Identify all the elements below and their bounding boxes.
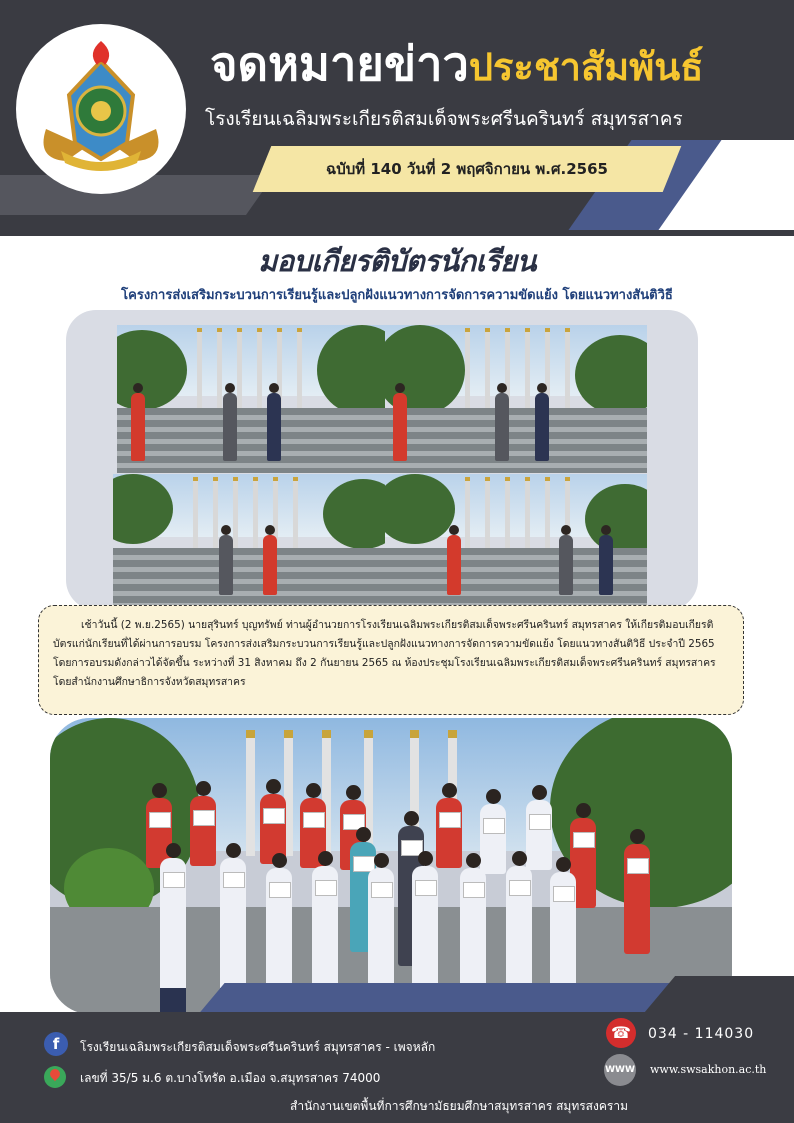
newsletter-header: [0, 0, 794, 236]
title-main: จดหมายข่าว: [210, 37, 469, 92]
article-description-box: [38, 605, 744, 715]
photo-award-3: [113, 474, 385, 606]
photo-award-2: [385, 325, 647, 473]
education-office: สำนักงานเขตพื้นที่การศึกษามัธยมศึกษาสมุทรสาคร สมุทรสงคราม: [290, 1099, 628, 1113]
school-logo: [16, 24, 186, 194]
school-name: โรงเรียนเฉลิมพระเกียรติสมเด็จพระศรีนครินทร์ สมุทรสาคร: [205, 108, 683, 130]
article-title: มอบเกียรติบัตรนักเรียน: [258, 244, 536, 278]
facebook-icon[interactable]: f: [44, 1032, 68, 1056]
map-pin-icon: [44, 1066, 66, 1088]
school-emblem-icon: [31, 39, 171, 179]
group-photo: [50, 718, 732, 1014]
photo-collage-panel: [66, 310, 698, 610]
issue-label: ฉบับที่ 140 วันที่ 2 พฤศจิกายน พ.ศ.2565: [326, 160, 608, 178]
newsletter-title: [210, 26, 703, 101]
article-subtitle: โครงการส่งเสริมกระบวนการเรียนรู้และปลูกฝังแนวทางการจัดการความขัดแย้ง โดยแนวทางสันติวิธี: [121, 288, 673, 303]
photo-award-4: [385, 474, 647, 606]
globe-www-icon: WWW: [604, 1054, 636, 1086]
phone-number: 034 - 114030: [648, 1026, 755, 1042]
address-text: เลขที่ 35/5 ม.6 ต.บางโทรัด อ.เมือง จ.สมุทรสาคร 74000: [80, 1071, 381, 1085]
title-accent: ประชาสัมพันธ์: [468, 45, 704, 89]
phone-icon: ☎: [606, 1018, 636, 1048]
article-body: เช้าวันนี้ (2 พ.ย.2565) นายสุรินทร์ บุญทรัพย์ ท่านผู้อำนวยการโรงเรียนเฉลิมพระเกียรติสมเด็จพระศรีนครินทร์ สมุทรสาคร ให้เกียรติมอบเกียรติบัตรแก่นักเรียนที่ได้ผ่านการอบรม โครงการส่งเสริมกระบวนการเรียนรู้และปลูกฝังแนวทางการจัดการความขัดแย้ง โดยแนวทางสันติวิธี ประจำปี 2565 โดยการอบรมดังกล่าวได้จัดขึ้น ระหว่างที่ 31 สิงหาคม ถึง 2 กันยายน 2565 ณ ห้องประชุมโรงเรียนเฉลิมพระเกียรติสมเด็จพระศรีนครินทร์ สมุทรสาคร โดยสำนักงานศึกษาธิการจังหวัดสมุทรสาคร: [53, 619, 716, 688]
facebook-page-link[interactable]: โรงเรียนเฉลิมพระเกียรติสมเด็จพระศรีนครินทร์ สมุทรสาคร - เพจหลัก: [80, 1040, 436, 1054]
photo-award-1: [117, 325, 385, 473]
issue-banner: [253, 146, 682, 192]
website-link[interactable]: www.swsakhon.ac.th: [650, 1063, 767, 1076]
